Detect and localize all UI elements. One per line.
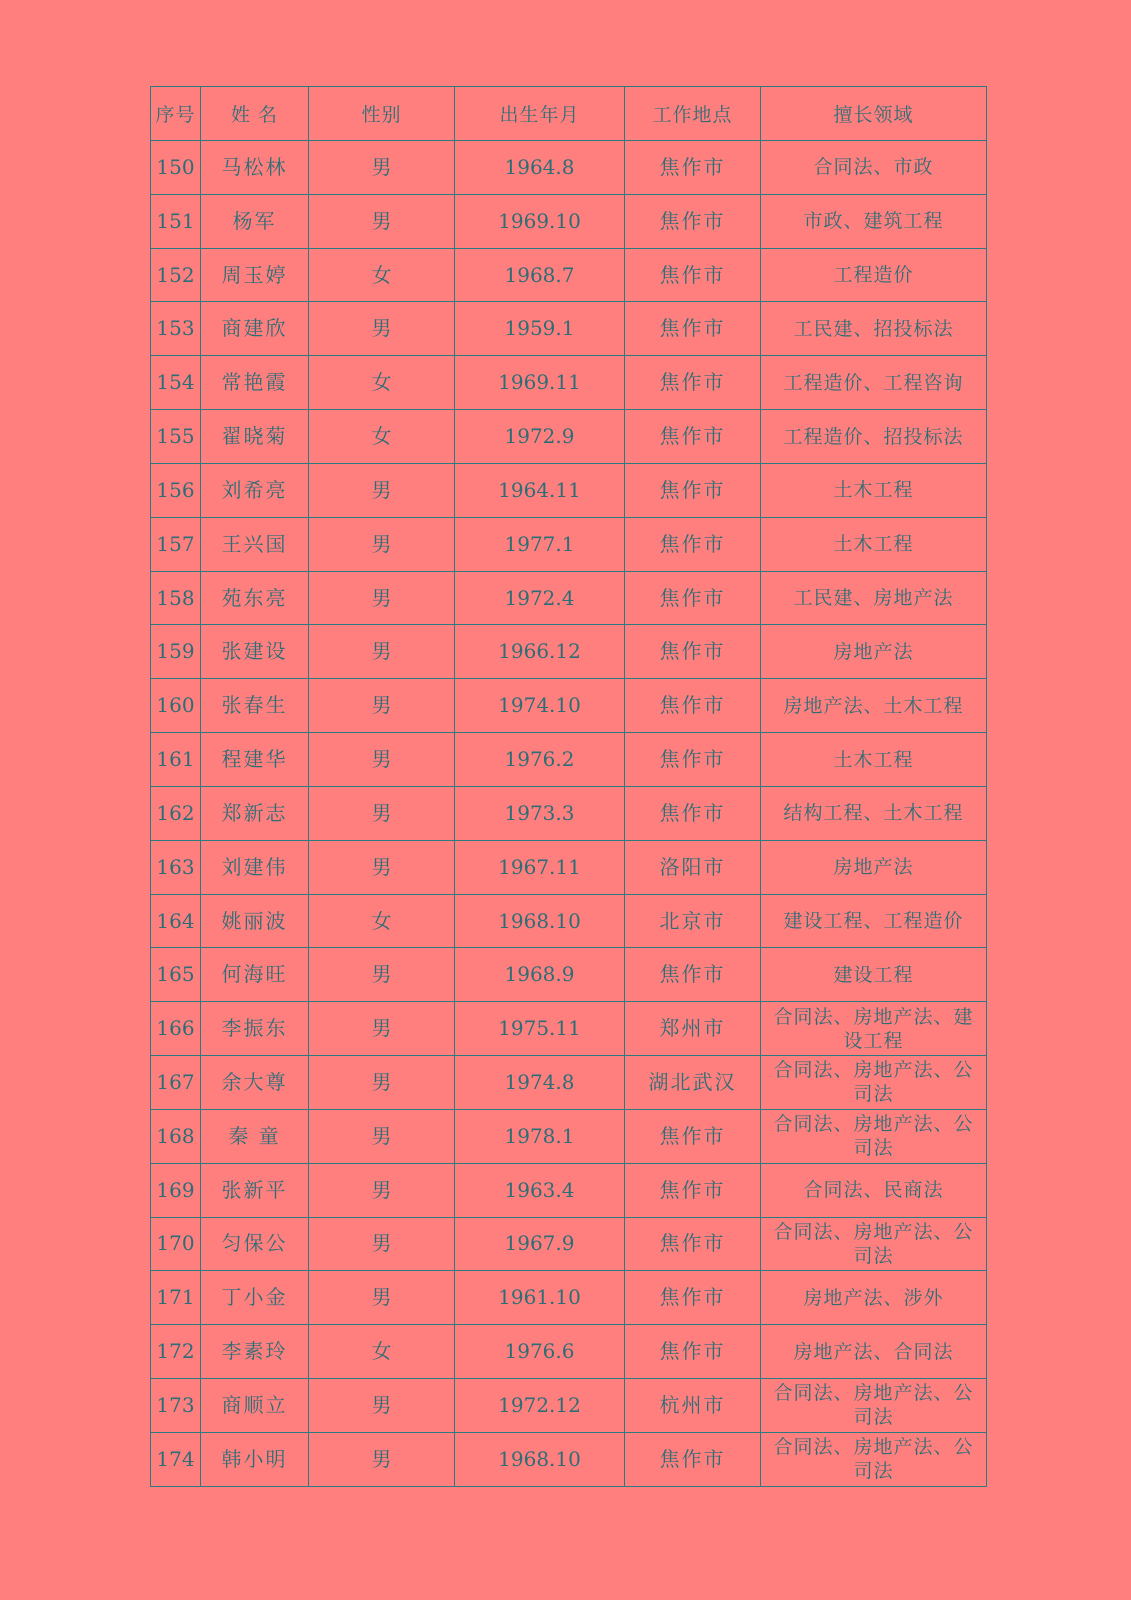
table-cell-expertise: 结构工程、土木工程 bbox=[761, 786, 987, 840]
table-cell-no: 172 bbox=[151, 1325, 201, 1379]
table-cell-birth: 1959.1 bbox=[455, 302, 625, 356]
table-cell-expertise: 建设工程、工程造价 bbox=[761, 894, 987, 948]
table-cell-location: 焦作市 bbox=[625, 248, 761, 302]
table-cell-no: 153 bbox=[151, 302, 201, 356]
table-cell-expertise: 房地产法、土木工程 bbox=[761, 679, 987, 733]
table-cell-name: 苑东亮 bbox=[201, 571, 309, 625]
table-cell-expertise: 工程造价、招投标法 bbox=[761, 410, 987, 464]
table-row bbox=[151, 141, 987, 195]
table-cell-birth: 1963.4 bbox=[455, 1163, 625, 1217]
table-cell-name: 刘希亮 bbox=[201, 463, 309, 517]
table-cell-birth: 1968.10 bbox=[455, 894, 625, 948]
table-cell-location: 焦作市 bbox=[625, 1325, 761, 1379]
table-cell-birth: 1972.12 bbox=[455, 1379, 625, 1433]
table-cell-gender: 男 bbox=[309, 948, 455, 1002]
table-cell-no: 164 bbox=[151, 894, 201, 948]
table-cell-location: 焦作市 bbox=[625, 1271, 761, 1325]
table-cell-birth: 1961.10 bbox=[455, 1271, 625, 1325]
header-cell-birth: 出生年月 bbox=[455, 87, 625, 141]
table-cell-location: 焦作市 bbox=[625, 463, 761, 517]
table-cell-expertise: 房地产法 bbox=[761, 840, 987, 894]
table-cell-birth: 1968.7 bbox=[455, 248, 625, 302]
table-cell-expertise: 合同法、房地产法、公司法 bbox=[761, 1109, 987, 1163]
table-cell-name: 李素玲 bbox=[201, 1325, 309, 1379]
header-cell-name: 姓 名 bbox=[201, 87, 309, 141]
table-cell-location: 焦作市 bbox=[625, 625, 761, 679]
table-row bbox=[151, 1325, 987, 1379]
table-cell-birth: 1976.2 bbox=[455, 733, 625, 787]
table-cell-no: 150 bbox=[151, 141, 201, 195]
table-cell-location: 杭州市 bbox=[625, 1379, 761, 1433]
table-cell-no: 168 bbox=[151, 1109, 201, 1163]
table-cell-location: 焦作市 bbox=[625, 410, 761, 464]
table-cell-no: 170 bbox=[151, 1217, 201, 1271]
table-cell-name: 匀保公 bbox=[201, 1217, 309, 1271]
table-cell-no: 151 bbox=[151, 194, 201, 248]
table-cell-birth: 1967.11 bbox=[455, 840, 625, 894]
header-cell-location: 工作地点 bbox=[625, 87, 761, 141]
table-row bbox=[151, 1271, 987, 1325]
table-row bbox=[151, 517, 987, 571]
table-cell-no: 167 bbox=[151, 1056, 201, 1110]
table-cell-expertise: 房地产法、合同法 bbox=[761, 1325, 987, 1379]
table-cell-birth: 1964.11 bbox=[455, 463, 625, 517]
table-cell-expertise: 土木工程 bbox=[761, 733, 987, 787]
header-cell-no: 序号 bbox=[151, 87, 201, 141]
table-cell-birth: 1972.9 bbox=[455, 410, 625, 464]
table-cell-birth: 1978.1 bbox=[455, 1109, 625, 1163]
table-cell-birth: 1977.1 bbox=[455, 517, 625, 571]
table-cell-no: 155 bbox=[151, 410, 201, 464]
table-cell-name: 余大尊 bbox=[201, 1056, 309, 1110]
table-cell-location: 焦作市 bbox=[625, 733, 761, 787]
table-row bbox=[151, 302, 987, 356]
table-cell-gender: 男 bbox=[309, 517, 455, 571]
table-header bbox=[151, 87, 987, 141]
table-cell-expertise: 建设工程 bbox=[761, 948, 987, 1002]
table-cell-expertise: 合同法、市政 bbox=[761, 141, 987, 195]
table-cell-no: 166 bbox=[151, 1002, 201, 1056]
table-cell-birth: 1968.9 bbox=[455, 948, 625, 1002]
table-cell-no: 173 bbox=[151, 1379, 201, 1433]
table-body bbox=[151, 141, 987, 1487]
table-cell-birth: 1975.11 bbox=[455, 1002, 625, 1056]
table-row bbox=[151, 625, 987, 679]
table-cell-expertise: 土木工程 bbox=[761, 517, 987, 571]
table-row bbox=[151, 1379, 987, 1433]
table-cell-birth: 1972.4 bbox=[455, 571, 625, 625]
table-cell-gender: 男 bbox=[309, 679, 455, 733]
table-row bbox=[151, 1056, 987, 1110]
table-cell-gender: 女 bbox=[309, 410, 455, 464]
table-cell-name: 韩小明 bbox=[201, 1432, 309, 1486]
table-cell-location: 焦作市 bbox=[625, 1163, 761, 1217]
table-cell-expertise: 合同法、房地产法、公司法 bbox=[761, 1217, 987, 1271]
table-cell-birth: 1969.11 bbox=[455, 356, 625, 410]
table-cell-location: 焦作市 bbox=[625, 786, 761, 840]
table-cell-expertise: 土木工程 bbox=[761, 463, 987, 517]
table-cell-expertise: 市政、建筑工程 bbox=[761, 194, 987, 248]
table-cell-name: 王兴国 bbox=[201, 517, 309, 571]
table-cell-expertise: 合同法、房地产法、建设工程 bbox=[761, 1002, 987, 1056]
table-cell-gender: 女 bbox=[309, 356, 455, 410]
table-cell-name: 翟晓菊 bbox=[201, 410, 309, 464]
table-cell-name: 周玉婷 bbox=[201, 248, 309, 302]
table-cell-expertise: 房地产法、涉外 bbox=[761, 1271, 987, 1325]
table-cell-gender: 男 bbox=[309, 1109, 455, 1163]
table-cell-no: 154 bbox=[151, 356, 201, 410]
table-cell-no: 160 bbox=[151, 679, 201, 733]
table-cell-gender: 男 bbox=[309, 625, 455, 679]
table-cell-no: 163 bbox=[151, 840, 201, 894]
table-cell-gender: 男 bbox=[309, 1379, 455, 1433]
table-cell-name: 李振东 bbox=[201, 1002, 309, 1056]
table-cell-gender: 男 bbox=[309, 302, 455, 356]
table-row bbox=[151, 1002, 987, 1056]
table-cell-location: 焦作市 bbox=[625, 517, 761, 571]
table-cell-gender: 男 bbox=[309, 1217, 455, 1271]
table-row bbox=[151, 571, 987, 625]
table-row bbox=[151, 894, 987, 948]
table-cell-name: 杨军 bbox=[201, 194, 309, 248]
table-cell-no: 157 bbox=[151, 517, 201, 571]
header-row bbox=[151, 87, 987, 141]
table-cell-location: 焦作市 bbox=[625, 302, 761, 356]
table-row bbox=[151, 1163, 987, 1217]
table-cell-location: 焦作市 bbox=[625, 141, 761, 195]
table-cell-location: 焦作市 bbox=[625, 679, 761, 733]
table-cell-no: 156 bbox=[151, 463, 201, 517]
table-cell-gender: 男 bbox=[309, 1056, 455, 1110]
table-cell-no: 165 bbox=[151, 948, 201, 1002]
table-cell-no: 152 bbox=[151, 248, 201, 302]
table-cell-birth: 1966.12 bbox=[455, 625, 625, 679]
table-cell-expertise: 工程造价 bbox=[761, 248, 987, 302]
table-cell-location: 焦作市 bbox=[625, 356, 761, 410]
table-row bbox=[151, 463, 987, 517]
table-row bbox=[151, 194, 987, 248]
table-row bbox=[151, 410, 987, 464]
table-cell-name: 姚丽波 bbox=[201, 894, 309, 948]
table-cell-birth: 1974.10 bbox=[455, 679, 625, 733]
table-cell-name: 商顺立 bbox=[201, 1379, 309, 1433]
table-cell-name: 丁小金 bbox=[201, 1271, 309, 1325]
table-cell-birth: 1974.8 bbox=[455, 1056, 625, 1110]
table-cell-name: 张新平 bbox=[201, 1163, 309, 1217]
table-cell-name: 马松林 bbox=[201, 141, 309, 195]
table-cell-location: 焦作市 bbox=[625, 194, 761, 248]
header-cell-gender: 性别 bbox=[309, 87, 455, 141]
table-row bbox=[151, 786, 987, 840]
table-row bbox=[151, 840, 987, 894]
table-row bbox=[151, 679, 987, 733]
table-cell-gender: 男 bbox=[309, 840, 455, 894]
table-cell-no: 174 bbox=[151, 1432, 201, 1486]
table-cell-gender: 男 bbox=[309, 786, 455, 840]
table-cell-location: 焦作市 bbox=[625, 1217, 761, 1271]
table-cell-name: 常艳霞 bbox=[201, 356, 309, 410]
table-cell-expertise: 合同法、房地产法、公司法 bbox=[761, 1056, 987, 1110]
table-cell-expertise: 工程造价、工程咨询 bbox=[761, 356, 987, 410]
table-cell-name: 秦 童 bbox=[201, 1109, 309, 1163]
table-row bbox=[151, 1217, 987, 1271]
table-cell-location: 北京市 bbox=[625, 894, 761, 948]
table-cell-location: 郑州市 bbox=[625, 1002, 761, 1056]
table-cell-birth: 1969.10 bbox=[455, 194, 625, 248]
header-cell-expertise: 擅长领域 bbox=[761, 87, 987, 141]
table-cell-gender: 男 bbox=[309, 1002, 455, 1056]
table-cell-gender: 男 bbox=[309, 141, 455, 195]
table-cell-name: 程建华 bbox=[201, 733, 309, 787]
table-cell-gender: 男 bbox=[309, 463, 455, 517]
table-cell-birth: 1968.10 bbox=[455, 1432, 625, 1486]
table-cell-name: 张建设 bbox=[201, 625, 309, 679]
table-cell-gender: 男 bbox=[309, 1271, 455, 1325]
table-cell-gender: 女 bbox=[309, 1325, 455, 1379]
table-cell-no: 169 bbox=[151, 1163, 201, 1217]
table-cell-birth: 1964.8 bbox=[455, 141, 625, 195]
table-cell-expertise: 合同法、房地产法、公司法 bbox=[761, 1432, 987, 1486]
table-cell-birth: 1976.6 bbox=[455, 1325, 625, 1379]
table-cell-no: 162 bbox=[151, 786, 201, 840]
table-cell-expertise: 房地产法 bbox=[761, 625, 987, 679]
table-cell-gender: 男 bbox=[309, 571, 455, 625]
table-cell-gender: 男 bbox=[309, 194, 455, 248]
table-cell-location: 焦作市 bbox=[625, 571, 761, 625]
table-cell-expertise: 合同法、民商法 bbox=[761, 1163, 987, 1217]
table-cell-gender: 男 bbox=[309, 1432, 455, 1486]
table-cell-location: 洛阳市 bbox=[625, 840, 761, 894]
table-cell-name: 张春生 bbox=[201, 679, 309, 733]
table-cell-name: 商建欣 bbox=[201, 302, 309, 356]
table-cell-gender: 女 bbox=[309, 248, 455, 302]
table-cell-location: 焦作市 bbox=[625, 948, 761, 1002]
table-row bbox=[151, 356, 987, 410]
table-cell-location: 湖北武汉 bbox=[625, 1056, 761, 1110]
table-cell-gender: 女 bbox=[309, 894, 455, 948]
table-cell-name: 何海旺 bbox=[201, 948, 309, 1002]
table-row bbox=[151, 733, 987, 787]
table-cell-expertise: 工民建、招投标法 bbox=[761, 302, 987, 356]
table-cell-location: 焦作市 bbox=[625, 1109, 761, 1163]
table-cell-name: 郑新志 bbox=[201, 786, 309, 840]
table-cell-gender: 男 bbox=[309, 1163, 455, 1217]
table-cell-gender: 男 bbox=[309, 733, 455, 787]
expert-roster-table bbox=[150, 86, 987, 1487]
table-row bbox=[151, 1109, 987, 1163]
table-cell-expertise: 合同法、房地产法、公司法 bbox=[761, 1379, 987, 1433]
table-row bbox=[151, 248, 987, 302]
table-cell-expertise: 工民建、房地产法 bbox=[761, 571, 987, 625]
table-cell-no: 158 bbox=[151, 571, 201, 625]
table-row bbox=[151, 1432, 987, 1486]
table-cell-birth: 1967.9 bbox=[455, 1217, 625, 1271]
table-cell-no: 161 bbox=[151, 733, 201, 787]
table-cell-no: 159 bbox=[151, 625, 201, 679]
table-cell-no: 171 bbox=[151, 1271, 201, 1325]
table-cell-name: 刘建伟 bbox=[201, 840, 309, 894]
table-row bbox=[151, 948, 987, 1002]
table-cell-birth: 1973.3 bbox=[455, 786, 625, 840]
table-cell-location: 焦作市 bbox=[625, 1432, 761, 1486]
